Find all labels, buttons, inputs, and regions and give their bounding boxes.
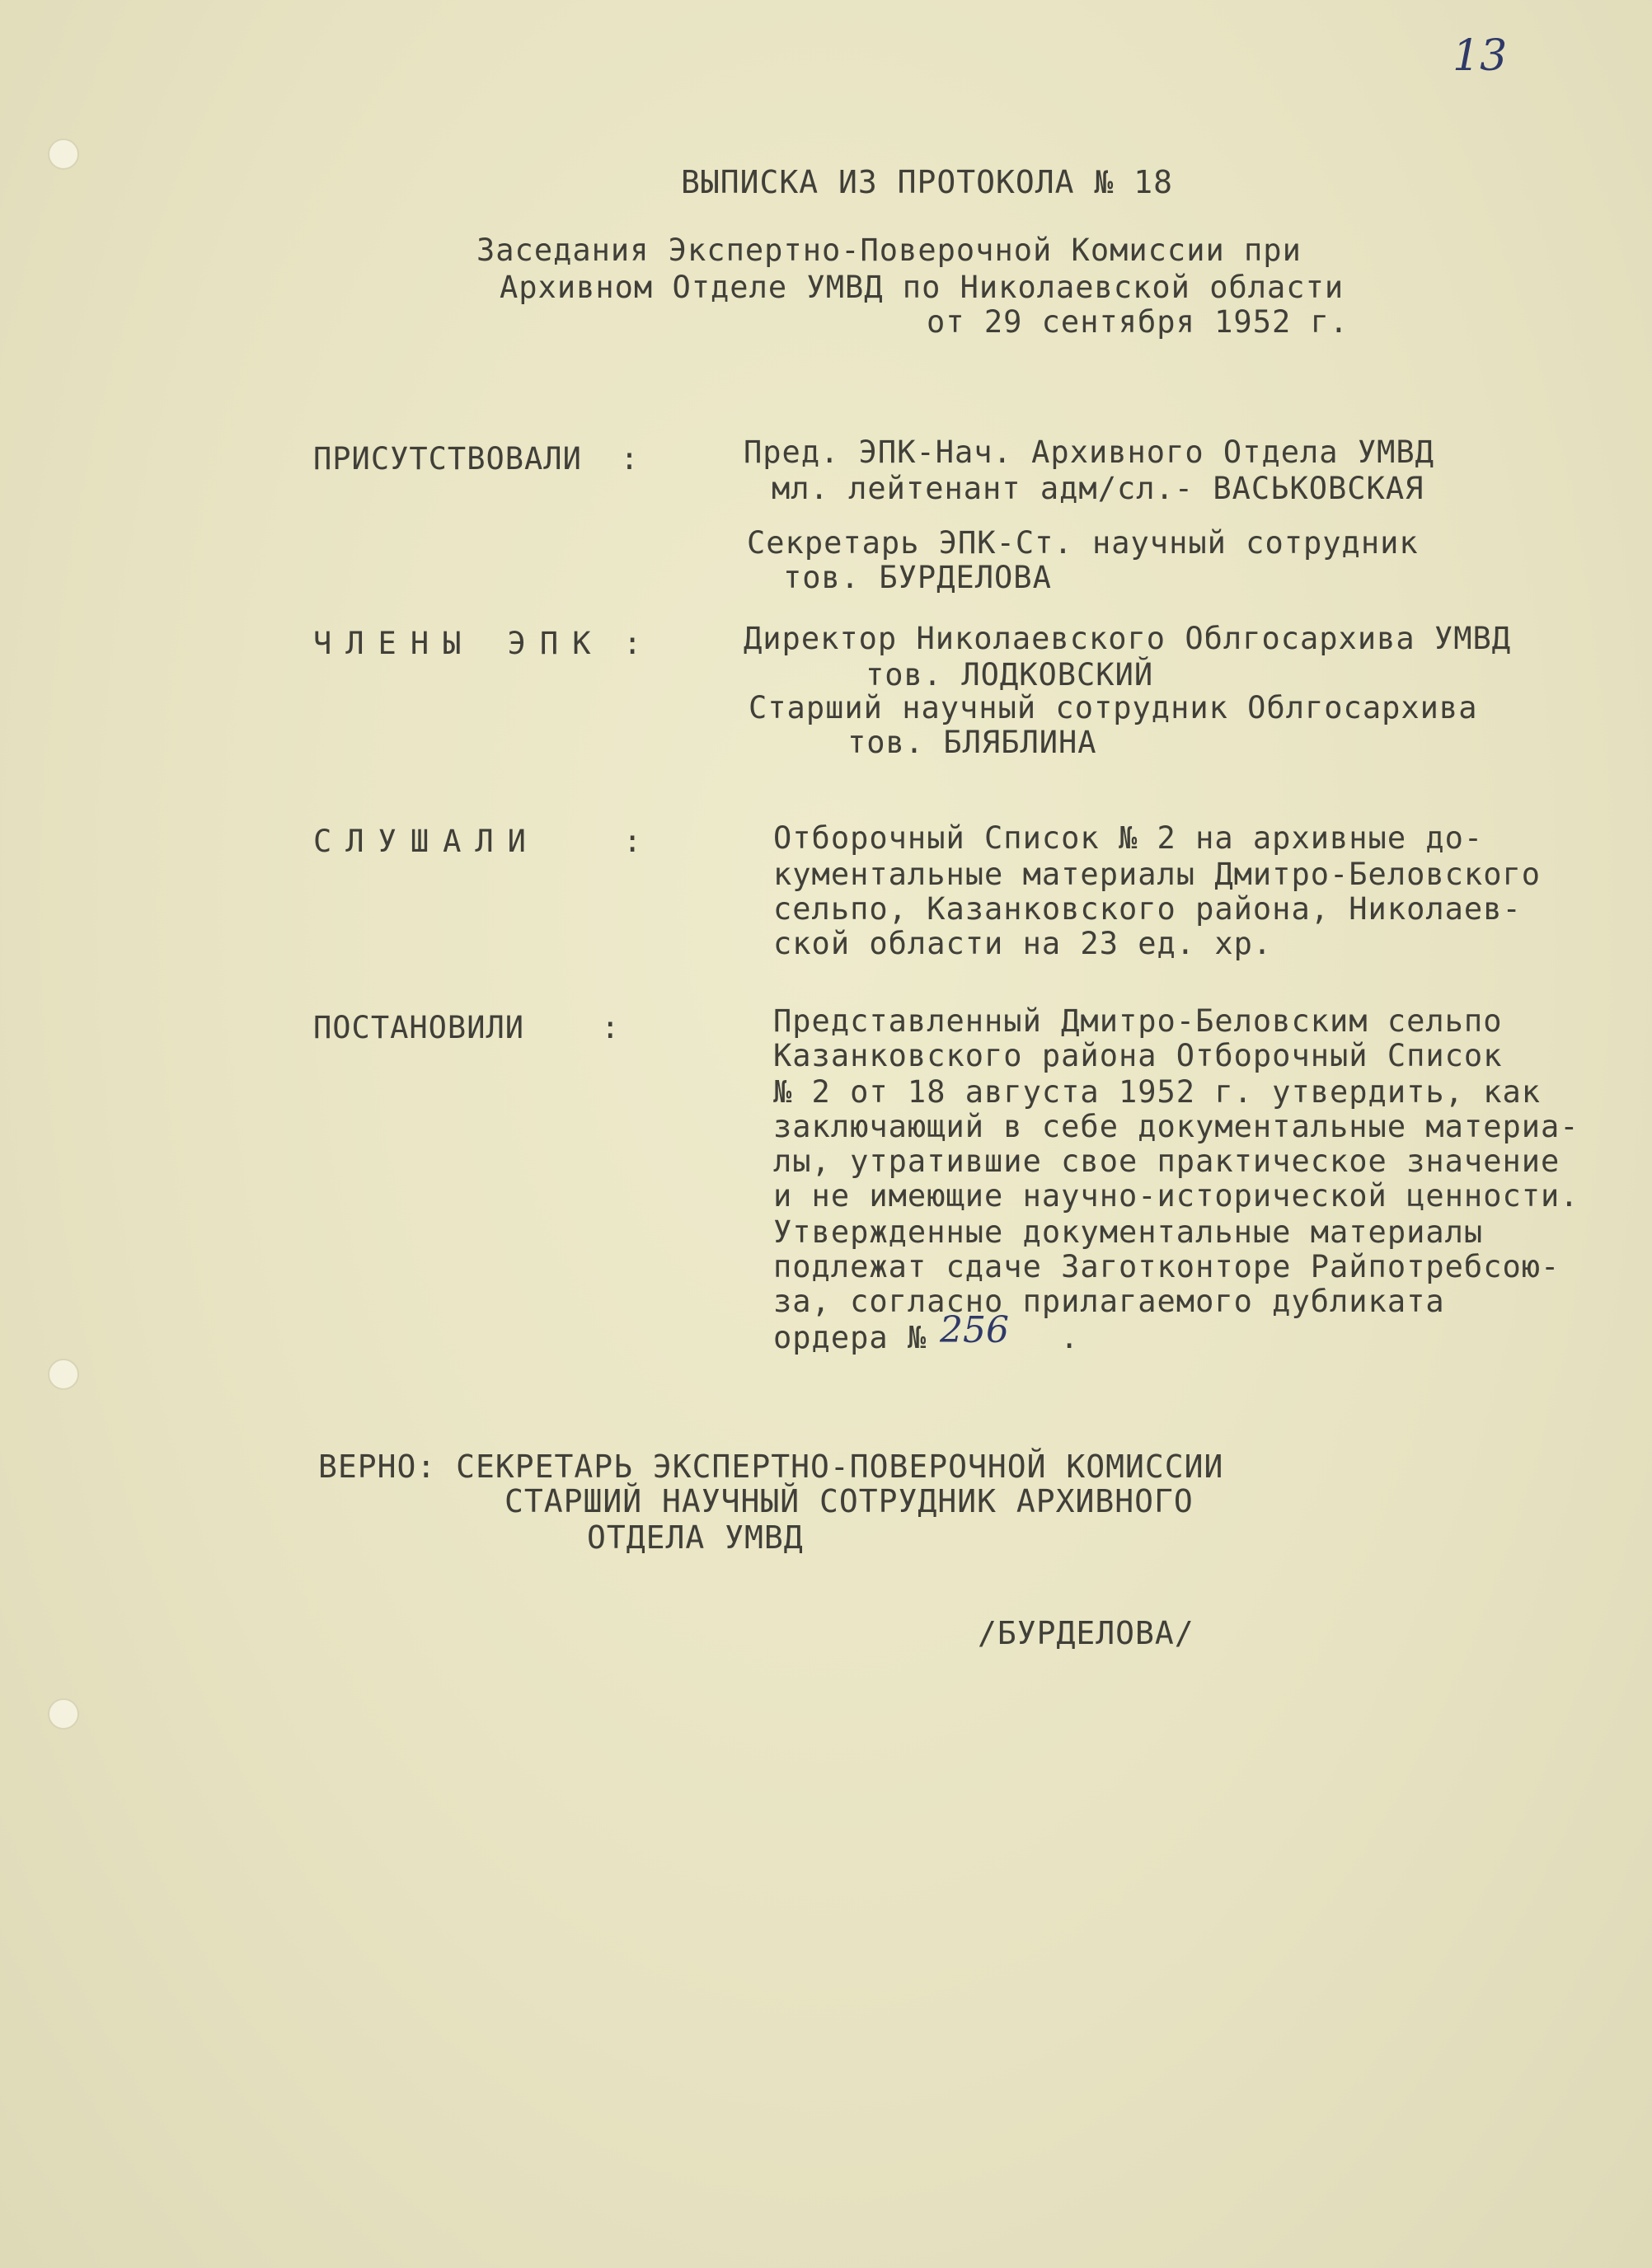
punch-hole <box>48 1359 79 1390</box>
header-date: от 29 сентября 1952 г. <box>927 304 1349 340</box>
decided-line: Представленный Дмитро-Беловским сельпо <box>773 1003 1503 1039</box>
present-line: мл. лейтенант адм/сл.- ВАСЬКОВСКАЯ <box>772 471 1424 506</box>
document-title: ВЫПИСКА ИЗ ПРОТОКОЛА № 18 <box>681 164 1173 200</box>
present-line: Пред. ЭПК-Нач. Архивного Отдела УМВД <box>744 434 1434 470</box>
members-line: Старший научный сотрудник Облгосархива <box>749 690 1478 725</box>
header-line-2: Архивном Отделе УМВД по Николаевской области <box>500 270 1345 305</box>
decided-line: лы, утратившие свое практическое значение <box>773 1143 1560 1179</box>
decided-line: ордера № <box>773 1320 927 1355</box>
certification-line-2: СТАРШИЙ НАУЧНЫЙ СОТРУДНИК АРХИВНОГО <box>505 1483 1194 1519</box>
heard-label: СЛУШАЛИ <box>313 824 540 859</box>
decided-line: подлежат сдаче Заготконторе Райпотребсою- <box>773 1249 1560 1284</box>
decided-line: Казанковского района Отборочный Список <box>773 1038 1503 1073</box>
order-number-handwritten: 256 <box>940 1309 1009 1351</box>
decided-line: заключающий в себе документальные материа- <box>773 1109 1579 1144</box>
members-colon: : <box>623 626 643 661</box>
header-line-1: Заседания Экспертно-Поверочной Комиссии при <box>476 232 1302 268</box>
signature-name: /БУРДЕЛОВА/ <box>978 1615 1194 1651</box>
heard-line: ской области на 23 ед. хр. <box>773 926 1273 961</box>
present-line: тов. БУРДЕЛОВА <box>783 560 1052 595</box>
certification-line-3: ОТДЕЛА УМВД <box>587 1519 804 1556</box>
punch-hole <box>48 139 79 170</box>
decided-line: и не имеющие научно-исторической ценности. <box>773 1178 1579 1214</box>
present-line: Секретарь ЭПК-Ст. научный сотрудник <box>747 525 1419 561</box>
members-line: Директор Николаевского Облгосархива УМВД <box>744 621 1512 656</box>
certification-line-1: ВЕРНО: СЕКРЕТАРЬ ЭКСПЕРТНО-ПОВЕРОЧНОЙ КОМИССИИ <box>318 1449 1224 1485</box>
members-line: тов. ЛОДКОВСКИЙ <box>866 657 1154 693</box>
heard-line: кументальные материалы Дмитро-Беловского <box>773 857 1542 892</box>
decided-line: № 2 от 18 августа 1952 г. утвердить, как <box>773 1074 1542 1110</box>
decided-label: ПОСТАНОВИЛИ : <box>313 1010 621 1045</box>
decided-line: за, согласно прилагаемого дубликата <box>773 1284 1445 1319</box>
members-line: тов. БЛЯБЛИНА <box>847 725 1097 760</box>
heard-line: сельпо, Казанковского района, Николаев- <box>773 891 1522 927</box>
punch-hole <box>48 1698 79 1730</box>
page-number: 13 <box>1453 31 1508 81</box>
members-label: ЧЛЕНЫ ЭПК <box>313 626 605 661</box>
decided-line: Утвержденные документальные материалы <box>773 1214 1484 1250</box>
heard-colon: : <box>623 824 643 859</box>
heard-line: Отборочный Список № 2 на архивные до- <box>773 820 1484 856</box>
present-label: ПРИСУТСТВОВАЛИ : <box>313 441 640 477</box>
order-end: . <box>1060 1320 1080 1355</box>
